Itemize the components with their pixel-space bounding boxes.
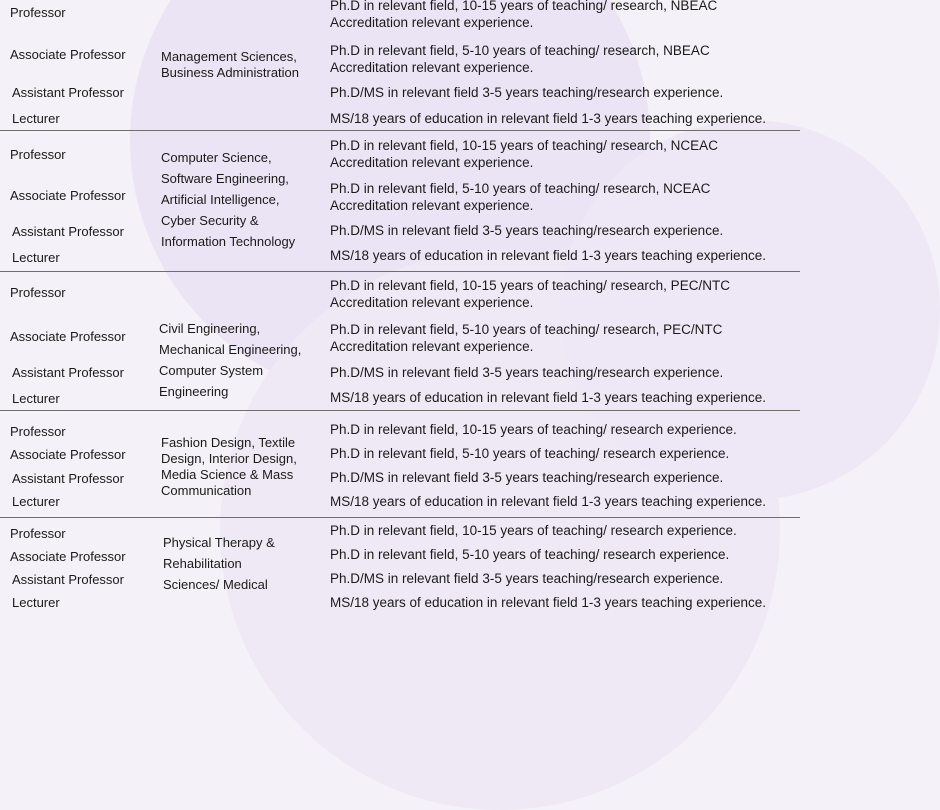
discipline-label: Computer Science, Software Engineering, Artificial Intelligence, Cyber Security & Information Technology [161, 150, 296, 249]
requirement-text: Ph.D/MS in relevant field 3-5 years teaching/research experience. [330, 470, 724, 485]
rank-label: Lecturer [12, 250, 60, 265]
requirement-text: MS/18 years of education in relevant field 1-3 years teaching experience. [330, 111, 767, 126]
row-divider [0, 410, 800, 411]
row-divider [0, 271, 800, 272]
requirement-text: Ph.D in relevant field, 10-15 years of teaching/ research experience. [330, 523, 737, 538]
rank-label: Assistant Professor [12, 85, 124, 100]
requirement-text: Ph.D in relevant field, 5-10 years of teaching/ research experience. [330, 446, 730, 461]
rank-label: Associate Professor [10, 329, 126, 344]
requirement-text: MS/18 years of education in relevant field 1-3 years teaching experience. [330, 595, 767, 610]
rank-label: Assistant Professor [12, 365, 124, 380]
faculty-group-design-media [0, 411, 800, 517]
requirement-text: Ph.D in relevant field, 5-10 years of teaching/ research experience. [330, 547, 730, 562]
rank-label: Associate Professor [10, 447, 126, 462]
requirement-text: Ph.D in relevant field, 5-10 years of teaching/ research, NBEAC Accreditation relevant experience. [330, 43, 710, 75]
rank-label: Assistant Professor [12, 471, 124, 486]
faculty-group-health-sciences [0, 518, 800, 610]
rank-label: Associate Professor [10, 188, 126, 203]
requirement-text: Ph.D in relevant field, 10-15 years of teaching/ research, NCEAC Accreditation relevant experience. [330, 138, 718, 170]
rank-label: Lecturer [12, 391, 60, 406]
row-divider [0, 130, 800, 131]
rank-label: Assistant Professor [12, 224, 124, 239]
requirement-text: Ph.D/MS in relevant field 3-5 years teaching/research experience. [330, 571, 724, 586]
discipline-label: Civil Engineering, Mechanical Engineering, Computer System Engineering [159, 321, 302, 399]
requirement-text: Ph.D in relevant field, 10-15 years of teaching/ research, PEC/NTC Accreditation relevant experience. [330, 278, 730, 310]
requirement-text: Ph.D in relevant field, 10-15 years of teaching/ research, NBEAC Accreditation relevant experience. [330, 0, 718, 30]
requirement-text: MS/18 years of education in relevant field 1-3 years teaching experience. [330, 494, 767, 509]
rank-label: Professor [10, 526, 66, 541]
rank-label: Lecturer [12, 111, 60, 126]
row-divider [0, 517, 800, 518]
faculty-group-engineering [0, 272, 800, 410]
rank-label: Lecturer [12, 595, 60, 610]
rank-label: Professor [10, 147, 66, 162]
faculty-group-management [0, 0, 800, 130]
rank-label: Assistant Professor [12, 572, 124, 587]
rank-label: Lecturer [12, 494, 60, 509]
faculty-group-computing [0, 131, 800, 271]
rank-label: Professor [10, 285, 66, 300]
rank-label: Professor [10, 5, 66, 20]
discipline-label: Fashion Design, Textile Design, Interior Design, Media Science & Mass Communication [161, 435, 297, 498]
requirement-text: MS/18 years of education in relevant field 1-3 years teaching experience. [330, 390, 767, 405]
requirement-text: Ph.D in relevant field, 5-10 years of teaching/ research, NCEAC Accreditation relevant experience. [330, 181, 711, 213]
discipline-label: Physical Therapy & Rehabilitation Sciences/ Medical [163, 535, 275, 592]
discipline-label: Management Sciences, Business Administration [161, 49, 300, 80]
requirement-text: MS/18 years of education in relevant field 1-3 years teaching experience. [330, 248, 767, 263]
requirement-text: Ph.D/MS in relevant field 3-5 years teaching/research experience. [330, 85, 724, 100]
rank-label: Professor [10, 424, 66, 439]
requirement-text: Ph.D/MS in relevant field 3-5 years teaching/research experience. [330, 223, 724, 238]
requirement-text: Ph.D in relevant field, 10-15 years of teaching/ research experience. [330, 422, 737, 437]
requirement-text: Ph.D in relevant field, 5-10 years of teaching/ research, PEC/NTC Accreditation relevant experience. [330, 322, 723, 354]
requirement-text: Ph.D/MS in relevant field 3-5 years teaching/research experience. [330, 365, 724, 380]
rank-label: Associate Professor [10, 549, 126, 564]
rank-label: Associate Professor [10, 47, 126, 62]
